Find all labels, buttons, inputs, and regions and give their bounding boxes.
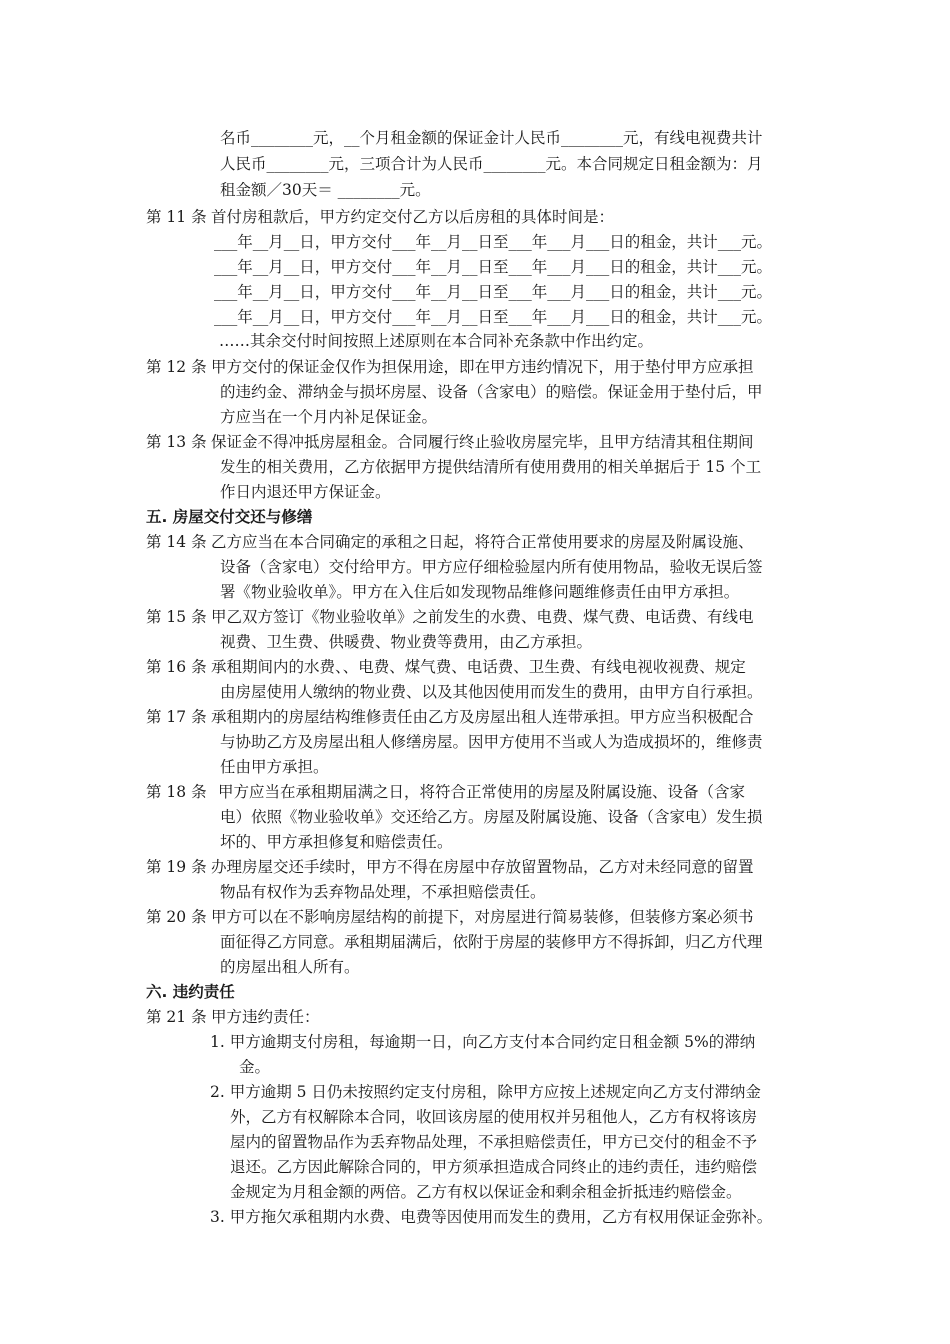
- article-text: 承租期内的房屋结构维修责任由乙方及房屋出租人连带承担。甲方应当积极配合: [211, 708, 754, 726]
- text-line: 物品有权作为丢弃物品处理，不承担赔偿责任。: [220, 883, 546, 901]
- section-heading: 六. 违约责任: [146, 983, 235, 1001]
- text-line: 的违约金、滞纳金与损坏房屋、设备（含家电）的赔偿。保证金用于垫付后，甲: [220, 383, 763, 401]
- list-item: 1. 甲方逾期支付房租，每逾期一日，向乙方支付本合同约定日租金额 5%的滞纳: [210, 1033, 756, 1051]
- text-line: ……其余交付时间按照上述原则在本合同补充条款中作出约定。: [219, 332, 654, 350]
- article-label: 第 12 条: [146, 358, 207, 376]
- article-label: 第 20 条: [146, 908, 207, 926]
- article-label: 第 18 条: [146, 783, 207, 801]
- article-label: 第 13 条: [146, 433, 207, 451]
- payment-row: ___年__月__日，甲方交付___年__月__日至___年___月___日的租金，共计___元。: [214, 283, 773, 301]
- article-label: 第 17 条: [146, 708, 207, 726]
- article-text: 首付房租款后，甲方约定交付乙方以后房租的具体时间是：: [211, 208, 615, 226]
- list-item: 3. 甲方拖欠承租期内水费、电费等因使用而发生的费用，乙方有权用保证金弥补。: [210, 1208, 773, 1226]
- article-text: 甲方交付的保证金仅作为担保用途，即在甲方违约情况下，用于垫付甲方应承担: [211, 358, 754, 376]
- text-line: 金。: [239, 1058, 271, 1076]
- article-text: 甲方应当在承租期届满之日，将符合正常使用的房屋及附属设施、设备（含家: [218, 783, 746, 801]
- article-text: 承租期间内的水费、、电费、煤气费、电话费、卫生费、有线电视收视费、规定: [211, 658, 746, 676]
- text-line: 金规定为月租金额的两倍。乙方有权以保证金和剩余租金折抵违约赔偿金。: [230, 1183, 742, 1201]
- text-line: 与协助乙方及房屋出租人修缮房屋。因甲方使用不当或人为造成损坏的，维修责: [220, 733, 763, 751]
- text-line: 退还。乙方因此解除合同的，甲方须承担造成合同终止的违约责任，违约赔偿: [230, 1158, 758, 1176]
- text-line: 面征得乙方同意。承租期届满后，依附于房屋的装修甲方不得拆卸，归乙方代理: [220, 933, 763, 951]
- text-line: 任由甲方承担。: [220, 758, 329, 776]
- text-line: 方应当在一个月内补足保证金。: [220, 408, 438, 426]
- article-label: 第 15 条: [146, 608, 207, 626]
- text-line: 外，乙方有权解除本合同，收回该房屋的使用权并另租他人，乙方有权将该房: [230, 1108, 758, 1126]
- article-text: 保证金不得冲抵房屋租金。合同履行终止验收房屋完毕，且甲方结清其租住期间: [211, 433, 754, 451]
- article-label: 第 21 条: [146, 1008, 207, 1026]
- text-line: 设备（含家电）交付给甲方。甲方应仔细检验屋内所有使用物品，验收无误后签: [220, 558, 763, 576]
- article-text: 甲乙双方签订《物业验收单》之前发生的水费、电费、煤气费、电话费、有线电: [211, 608, 754, 626]
- payment-row: ___年__月__日，甲方交付___年__月__日至___年___月___日的租金，共计___元。: [214, 308, 773, 326]
- text-line: 人民币________元，三项合计为人民币________元。本合同规定日租金额为：月: [220, 155, 763, 173]
- text-line: 作日内退还甲方保证金。: [220, 483, 391, 501]
- article-text: 办理房屋交还手续时，甲方不得在房屋中存放留置物品，乙方对未经同意的留置: [211, 858, 754, 876]
- text-line: 名币________元，__个月租金额的保证金计人民币________元，有线电视费共计: [220, 129, 763, 147]
- payment-row: ___年__月__日，甲方交付___年__月__日至___年___月___日的租金，共计___元。: [214, 258, 773, 276]
- text-line: 发生的相关费用，乙方依据甲方提供结清所有使用费用的相关单据后于 15 个工: [220, 458, 762, 476]
- list-item: 2. 甲方逾期 5 日仍未按照约定支付房租，除甲方应按上述规定向乙方支付滞纳金: [210, 1083, 761, 1101]
- article-label: 第 16 条: [146, 658, 207, 676]
- article-text: 乙方应当在本合同确定的承租之日起，将符合正常使用要求的房屋及附属设施、: [211, 533, 754, 551]
- text-line: 屋内的留置物品作为丢弃物品处理，不承担赔偿责任，甲方已交付的租金不予: [230, 1133, 758, 1151]
- article-text: 甲方可以在不影响房屋结构的前提下，对房屋进行简易装修，但装修方案必须书: [211, 908, 754, 926]
- text-line: 视费、卫生费、供暖费、物业费等费用，由乙方承担。: [220, 633, 593, 651]
- text-line: 署《物业验收单》。甲方在入住后如发现物品维修问题维修责任由甲方承担。: [220, 583, 740, 601]
- article-label: 第 11 条: [146, 208, 207, 226]
- text-line: 租金额／30天＝ ________元。: [220, 181, 431, 199]
- section-heading: 五. 房屋交付交还与修缮: [146, 508, 313, 526]
- payment-row: ___年__月__日，甲方交付___年__月__日至___年___月___日的租金，共计___元。: [214, 233, 773, 251]
- article-text: 甲方违约责任：: [211, 1008, 320, 1026]
- text-line: 的房屋出租人所有。: [220, 958, 360, 976]
- text-line: 电）依照《物业验收单》交还给乙方。房屋及附属设施、设备（含家电）发生损: [220, 808, 763, 826]
- article-label: 第 19 条: [146, 858, 207, 876]
- text-line: 由房屋使用人缴纳的物业费、以及其他因使用而发生的费用，由甲方自行承担。: [220, 683, 763, 701]
- article-label: 第 14 条: [146, 533, 207, 551]
- text-line: 坏的、甲方承担修复和赔偿责任。: [220, 833, 453, 851]
